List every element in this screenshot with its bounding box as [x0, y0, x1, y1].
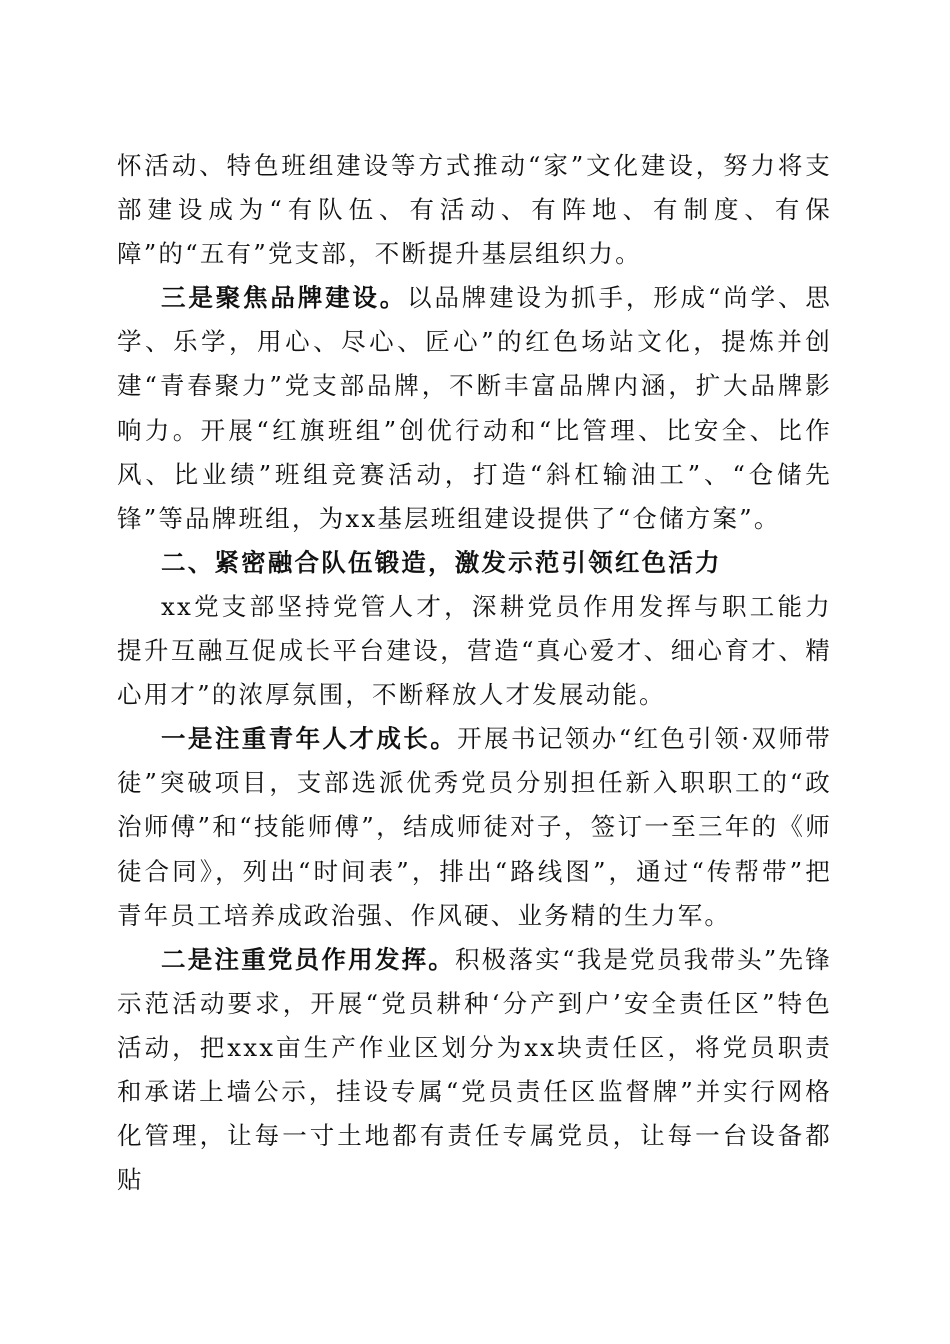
paragraph-text: 开展书记领办“红色引领·双师带徒”突破项目，支部选派优秀党员分别担任新入职职工的“政治师傅”和“技能师傅”，结成师徒对子，签订一至三年的《师徒合同》，列出“时间表”，排出“路线图”，通过“传帮带”把青年员工培养成政治强、作风硬、业务精的生力军。 — [117, 724, 833, 930]
paragraph-talent-intro — [117, 585, 832, 717]
paragraph-text: 怀活动、特色班组建设等方式推动“家”文化建设，努力将支部建设成为“有队伍、有活动、有阵地、有制度、有保障”的“五有”党支部，不断提升基层组织力。 — [117, 151, 832, 269]
paragraph-party-member-role — [117, 938, 832, 1203]
section-heading: 二、紧密融合队伍锻造，激发示范引领红色活力 — [161, 547, 722, 577]
paragraph-text: 积极落实“我是党员我带头”先锋示范活动要求，开展“党员耕种‘分产到户’安全责任区”特色活动，把xxx亩生产作业区划分为xx块责任区，将党员职责和承诺上墙公示，挂设专属“党员责任区监督牌”并实行网格化管理，让每一寸土地都有责任专属党员，让每一台设备都贴 — [117, 944, 832, 1195]
paragraph-continuation — [117, 144, 832, 276]
document-page — [117, 144, 832, 1202]
paragraph-youth-talent — [117, 717, 832, 937]
paragraph-lead: 三是聚焦品牌建设。 — [161, 283, 408, 313]
paragraph-brand-building — [117, 276, 832, 541]
paragraph-lead: 一是注重青年人才成长。 — [161, 724, 458, 754]
paragraph-text: xx党支部坚持党管人才，深耕党员作用发挥与职工能力提升互融互促成长平台建设，营造“真心爱才、细心育才、精心用才”的浓厚氛围，不断释放人才发展动能。 — [117, 591, 832, 710]
paragraph-lead: 二是注重党员作用发挥。 — [161, 944, 456, 974]
paragraph-text: 以品牌建设为抓手，形成“尚学、思学、乐学，用心、尽心、匠心”的红色场站文化，提炼并创建“青春聚力”党支部品牌，不断丰富品牌内涵，扩大品牌影响力。开展“红旗班组”创优行动和“比管理、比安全、比作风、比业绩”班组竞赛活动，打造“斜杠输油工”、“仓储先锋”等品牌班组，为xx基层班组建设提供了“仓储方案”。 — [117, 283, 832, 533]
